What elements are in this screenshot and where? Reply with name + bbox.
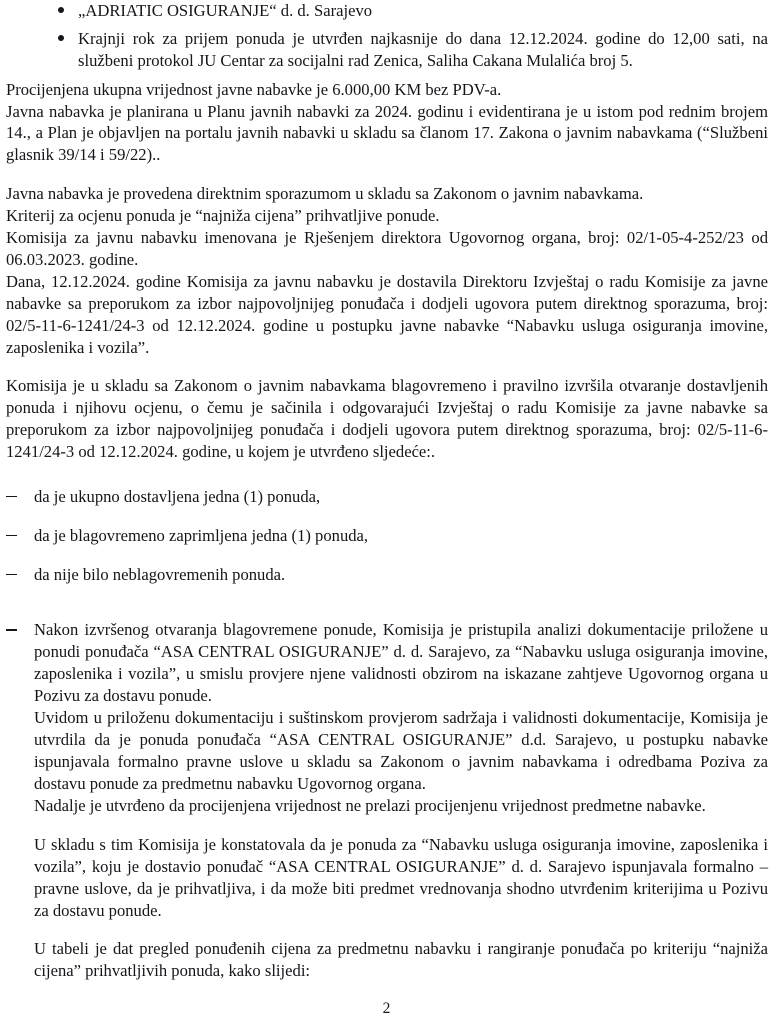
- paragraph-opening-evaluation: Komisija je u skladu sa Zakonom o javnim nabavkama blagovremeno i pravilno izvršila otvaranje dostavljenih ponuda i njihovu ocjenu, o čemu je sačinila i odgovarajući Izvještaj o radu Komisije za javne nabavke sa preporukom za izbor najpovoljnijeg ponuđača i dodjeli ugovora putem direktnog sporazuma, broj: 02/5-11-6-1241/24-3 od 12.12.2024. godine, u kojem je utvrđeno sljedeće:.: [6, 376, 768, 462]
- paragraph-conclusion: U skladu s tim Komisija je konstatovala da je ponuda za “Nabavku usluga osiguranja imovine, zaposlenika i vozila”, koju je dostavio ponuđač “ASA CENTRAL OSIGURANJE” d. d. Sarajevo ispunjavala formalno – pravne uslove, da je prihvatljiva, i da može biti predmet vrednovanja shodno utvrđenim kriterijima u Pozivu za dostavu ponude.: [34, 834, 768, 920]
- bidder-bullet-list: [6, 0, 768, 73]
- paragraph-table-intro: U tabeli je dat pregled ponuđenih cijena za predmetnu nabavku i rangiranje ponuđača po kriteriju “najniža cijena” prihvatljivih ponuda, kako slijedi:: [34, 939, 768, 981]
- finding-item: [6, 525, 768, 547]
- paragraph-commission-appointment: Komisija za javnu nabavku imenovana je Rješenjem direktora Ugovornog organa, broj: 02/1-05-4-252/23 od 06.03.2023. godine.: [6, 228, 768, 269]
- analysis-item: [6, 619, 768, 707]
- bullet-text: „ADRIATIC OSIGURANJE“ d. d. Sarajevo: [78, 1, 373, 20]
- dash-icon: [6, 496, 17, 497]
- finding-text: da je blagovremeno zaprimljena jedna (1) ponuda,: [34, 526, 369, 546]
- document-body: [6, 0, 768, 982]
- finding-item: [6, 564, 768, 586]
- analysis-text: Nakon izvršenog otvaranja blagovremene ponude, Komisija je pristupila analizi dokumentacije priložene u ponudi ponuđača “ASA CENTRAL OSIGURANJE” d. d. Sarajevo, za “Nabavku usluga osiguranja imovine, zaposlenika i vozila”, u smislu provjere njene validnosti obzirom na iskazane zahtjeve Ugovornog organa u Pozivu za dostavu ponude.: [34, 620, 768, 706]
- paragraph-criterion: Kriterij za ocjenu ponuda je “najniža cijena” prihvatljive ponude.: [6, 206, 440, 226]
- paragraph-value-check: Nadalje je utvrđeno da procijenjena vrijednost ne prelazi procijenjenu vrijednost predmetne nabavke.: [34, 795, 706, 815]
- finding-item: [6, 486, 768, 508]
- list-item: [6, 0, 768, 22]
- paragraph-procurement-plan: Javna nabavka je planirana u Planu javnih nabavki za 2024. godinu i evidentirana je u istom pod rednim brojem 14., a Plan je objavljen na portalu javnih nabavki u skladu sa članom 17. Zakona o javnim nabavkama (“Službeni glasnik 39/14 i 59/22)..: [6, 101, 768, 165]
- page-number: 2: [382, 1000, 391, 1017]
- list-item: [6, 28, 768, 72]
- finding-text: da je ukupno dostavljena jedna (1) ponuda,: [34, 486, 321, 506]
- bullet-dot-icon: [58, 7, 64, 13]
- paragraph-direct-agreement: Javna nabavka je provedena direktnim sporazumom u skladu sa Zakonom o javnim nabavkama.: [6, 184, 644, 204]
- bullet-dot-icon: [58, 35, 64, 41]
- paragraph-report-submission: Dana, 12.12.2024. godine Komisija za javnu nabavku je dostavila Direktoru Izvještaj o radu Komisije za javne nabavke sa preporukom za izbor najpovoljnijeg ponuđača i dodjeli ugovora putem direktnog sporazuma, broj: 02/5-11-6-1241/24-3 od 12.12.2024. godine u postupku javne nabavke “Nabavku usluga osiguranja imovine, zaposlenika i vozila”.: [6, 271, 768, 357]
- bullet-text: Krajnji rok za prijem ponuda je utvrđen najkasnije do dana 12.12.2024. godine do 12,00 sati, na službeni protokol JU Centar za socijalni rad Zenica, Saliha Cakana Mulalića broj 5.: [78, 29, 768, 71]
- dash-icon: [6, 574, 17, 575]
- dash-icon: [6, 629, 17, 630]
- paragraph-documentation-review: Uvidom u priloženu dokumentaciju i suštinskom provjerom sadržaja i validnosti dokumentacije, Komisija je utvrdila da je ponuda ponuđača “ASA CENTRAL OSIGURANJE” d.d. Sarajevo, u postupku nabavke ispunjavala formalno pravne uslove u skladu sa Zakonom o javnim nabavkama i odredbama Poziva za dostavu ponude za predmetnu nabavku Ugovornog organa.: [34, 708, 768, 794]
- dash-icon: [6, 535, 17, 536]
- paragraph-estimated-value: Procijenjena ukupna vrijednost javne nabavke je 6.000,00 KM bez PDV-a.: [6, 79, 502, 99]
- finding-text: da nije bilo neblagovremenih ponuda.: [34, 565, 286, 585]
